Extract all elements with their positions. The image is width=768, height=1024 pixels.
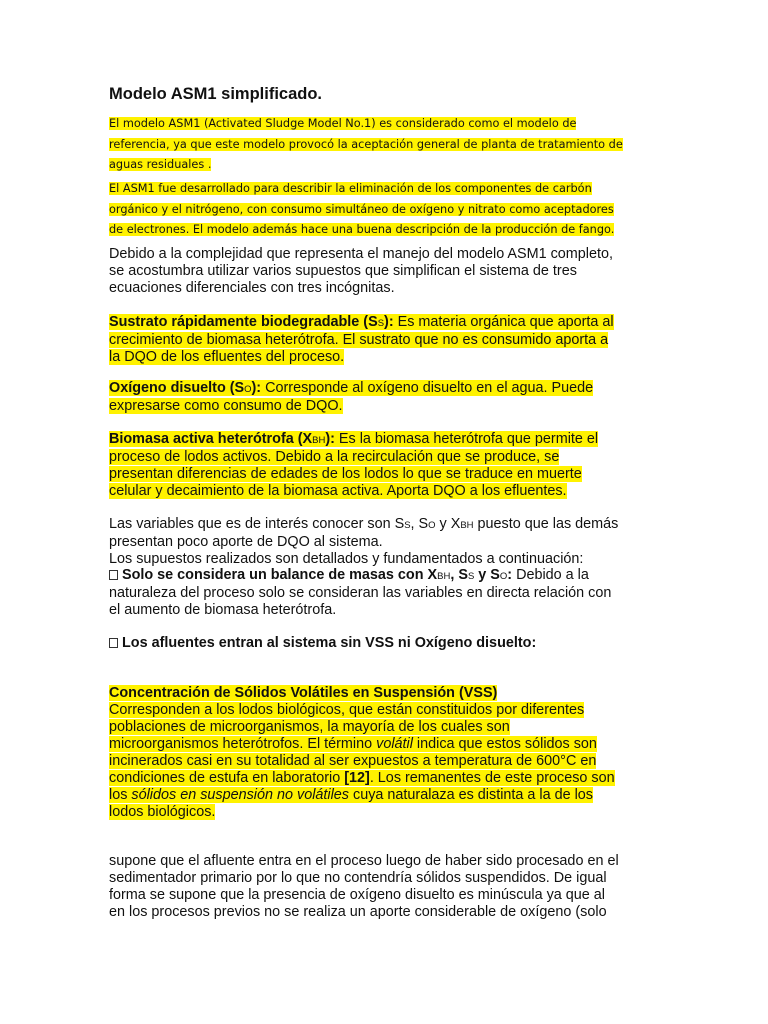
text-line: Los supuestos realizados son detallados y fundamentados a continuación: bbox=[109, 551, 584, 567]
text: y X bbox=[435, 516, 461, 532]
intro-paragraph-1 bbox=[109, 114, 661, 176]
definition-text: celular y decaimiento de la biomasa activa. Aporta DQO a los efluentes. bbox=[109, 483, 567, 499]
text-line: ecuaciones diferenciales con tres incógnitas. bbox=[109, 280, 395, 296]
text-line: el aumento de biomasa heterótrofa. bbox=[109, 602, 337, 618]
text-line: presentan poco aporte de DQO al sistema. bbox=[109, 534, 383, 550]
text: indica que estos sólidos son bbox=[412, 736, 597, 752]
text: los bbox=[109, 787, 132, 803]
assumption-term: y S bbox=[474, 567, 500, 583]
vss-heading: Concentración de Sólidos Volátiles en Suspensión (VSS) bbox=[109, 685, 498, 701]
subscript: S bbox=[404, 520, 411, 531]
oxygen-definition bbox=[109, 380, 661, 415]
intro-line: El ASM1 fue desarrollado para describir la eliminación de los componentes de carbón bbox=[109, 182, 592, 195]
final-paragraph bbox=[109, 853, 661, 921]
text: Las variables que es de interés conocer son S bbox=[109, 516, 405, 532]
text: puesto que las demás bbox=[473, 516, 619, 532]
assumption-term: : bbox=[507, 567, 513, 583]
substrate-definition bbox=[109, 314, 661, 366]
text-line: Debido a la complejidad que representa el manejo del modelo ASM1 completo, bbox=[109, 246, 613, 262]
oxygen-term: Oxígeno disuelto (S bbox=[109, 380, 245, 396]
text: cuya naturalaza es distinta a la de los bbox=[349, 787, 594, 803]
term-close: ): bbox=[384, 314, 394, 330]
variables-paragraph bbox=[109, 516, 661, 568]
bullet-box-icon bbox=[109, 638, 118, 648]
subscript: O bbox=[428, 520, 436, 531]
definition-text: proceso de lodos activos. Debido a la recirculación que se produce, se bbox=[109, 449, 560, 465]
subscript: BH bbox=[437, 571, 451, 582]
citation: [12] bbox=[344, 770, 370, 786]
assumption-2 bbox=[109, 635, 661, 652]
term-close: ): bbox=[325, 431, 335, 447]
bullet-box-icon bbox=[109, 570, 118, 580]
definition-text: lodos biológicos. bbox=[109, 804, 216, 820]
subscript: O bbox=[244, 384, 252, 395]
vss-definition bbox=[109, 685, 661, 821]
subscript: S bbox=[467, 571, 475, 582]
intro-line: orgánico y el nitrógeno, con consumo simultáneo de oxígeno y nitrato como aceptadores bbox=[109, 202, 614, 216]
definition-text: la DQO de los efluentes del proceso. bbox=[109, 349, 345, 365]
definition-text: Corresponden a los lodos biológicos, que están constituidos por diferentes bbox=[109, 702, 585, 718]
subscript: S bbox=[377, 318, 385, 329]
assumption-term: , S bbox=[450, 567, 468, 583]
intro-line: aguas residuales . bbox=[109, 158, 212, 171]
definition-text: Corresponde al oxígeno disuelto en el agua. Puede bbox=[261, 380, 594, 396]
document-title: Modelo ASM1 simplificado. bbox=[109, 85, 322, 103]
biomass-definition bbox=[109, 431, 661, 500]
biomass-term: Biomasa activa heterótrofa (X bbox=[109, 431, 313, 447]
text-line: en los procesos previos no se realiza un aporte considerable de oxígeno (solo bbox=[109, 904, 607, 920]
definition-text: Es la biomasa heterótrofa que permite el bbox=[334, 431, 599, 447]
italic-text: volátil bbox=[376, 736, 413, 752]
text: condiciones de estufa en laboratorio bbox=[109, 770, 345, 786]
definition-text: crecimiento de biomasa heterótrofa. El sustrato que no es consumido aporta a bbox=[109, 332, 609, 348]
text-line: forma se supone que la presencia de oxígeno disuelto es minúscula ya que al bbox=[109, 887, 605, 903]
text-line: naturaleza del proceso solo se consideran las variables en directa relación con bbox=[109, 585, 612, 601]
term-close: ): bbox=[251, 380, 262, 396]
subscript: O bbox=[499, 571, 508, 582]
definition-text: expresarse como consumo de DQO. bbox=[109, 398, 343, 414]
assumption-1 bbox=[109, 567, 661, 619]
definition-text: incinerados casi en su totalidad al ser expuestos a temperatura de 600°C en bbox=[109, 753, 597, 769]
text: Debido a la bbox=[512, 567, 589, 583]
text: , S bbox=[410, 516, 429, 532]
text: microorganismos heterótrofos. El término bbox=[109, 736, 377, 752]
text-line: se acostumbra utilizar varios supuestos que simplifican el sistema de tres bbox=[109, 263, 577, 279]
text-line: supone que el afluente entra en el proceso luego de haber sido procesado en el bbox=[109, 853, 619, 869]
substrate-term: Sustrato rápidamente biodegradable (S bbox=[109, 314, 378, 330]
intro-line: de electrones. El modelo además hace una buena descripción de la producción de fango. bbox=[109, 223, 615, 236]
italic-text: sólidos en suspensión no volátiles bbox=[131, 787, 350, 803]
subscript: BH bbox=[312, 435, 326, 446]
definition-text: presentan diferencias de edades de los lodos lo que se traduce en muerte bbox=[109, 466, 582, 482]
complexity-paragraph bbox=[109, 246, 661, 297]
intro-line: referencia, ya que este modelo provocó la aceptación general de planta de tratamiento de bbox=[109, 137, 623, 151]
intro-line: El modelo ASM1 (Activated Sludge Model No.1) es considerado como el modelo de bbox=[109, 117, 577, 130]
text-line: sedimentador primario por lo que no contendría sólidos suspendidos. De igual bbox=[109, 870, 607, 886]
intro-paragraph-2 bbox=[109, 179, 661, 241]
assumption-term: Los afluentes entran al sistema sin VSS ni Oxígeno disuelto: bbox=[122, 635, 537, 651]
subscript: BH bbox=[460, 520, 474, 531]
definition-text: poblaciones de microorganismos, la mayoría de los cuales son bbox=[109, 719, 510, 735]
assumption-term: Solo se considera un balance de masas con X bbox=[122, 567, 438, 583]
text: . Los remanentes de este proceso son bbox=[369, 770, 615, 786]
definition-text: Es materia orgánica que aporta al bbox=[393, 314, 614, 330]
